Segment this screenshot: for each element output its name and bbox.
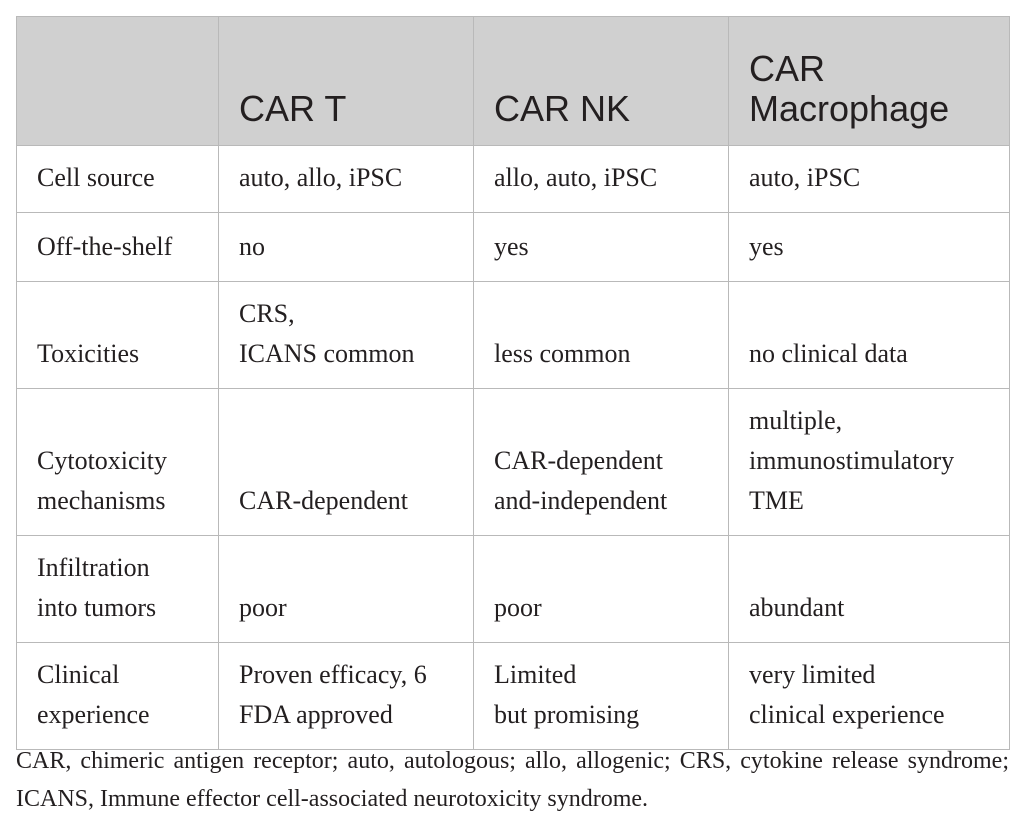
cell-car-macrophage-cytotoxicity-mechanisms: multiple, immunostimulatory TME xyxy=(729,389,1010,536)
cell-car-t-toxicities: CRS, ICANS common xyxy=(219,282,474,389)
table-row-cytotoxicity-mechanisms xyxy=(17,389,1010,536)
table-row-toxicities xyxy=(17,282,1010,389)
table-row-cell-source xyxy=(17,146,1010,213)
table-row-clinical-experience xyxy=(17,643,1010,750)
table-row-infiltration xyxy=(17,536,1010,643)
cell-car-nk-off-the-shelf: yes xyxy=(474,213,729,282)
cell-car-macrophage-toxicities: no clinical data xyxy=(729,282,1010,389)
header-row xyxy=(17,17,1010,146)
cell-car-nk-cell-source: allo, auto, iPSC xyxy=(474,146,729,213)
header-corner-cell xyxy=(17,17,219,146)
cell-car-macrophage-cell-source: auto, iPSC xyxy=(729,146,1010,213)
cell-car-nk-toxicities: less common xyxy=(474,282,729,389)
table-header xyxy=(17,17,1010,146)
row-label-off-the-shelf: Off-the-shelf xyxy=(17,213,219,282)
cell-car-nk-infiltration: poor xyxy=(474,536,729,643)
cell-car-t-infiltration: poor xyxy=(219,536,474,643)
cell-car-t-clinical-experience: Proven efficacy, 6 FDA approved xyxy=(219,643,474,750)
cell-car-macrophage-infiltration: abundant xyxy=(729,536,1010,643)
row-label-toxicities: Toxicities xyxy=(17,282,219,389)
cell-car-nk-cytotoxicity-mechanisms: CAR-dependent and-independent xyxy=(474,389,729,536)
header-car-macrophage: CAR Macrophage xyxy=(729,17,1010,146)
table-footnote: CAR, chimeric antigen receptor; auto, autologous; allo, allogenic; CRS, cytokine release syndrome; ICANS, Immune effector cell-associated neurotoxicity syndrome. xyxy=(16,748,1009,812)
header-car-nk: CAR NK xyxy=(474,17,729,146)
row-label-infiltration: Infiltration into tumors xyxy=(17,536,219,643)
cell-car-macrophage-off-the-shelf: yes xyxy=(729,213,1010,282)
cell-car-t-cell-source: auto, allo, iPSC xyxy=(219,146,474,213)
cell-car-nk-clinical-experience: Limited but promising xyxy=(474,643,729,750)
row-label-cytotoxicity-mechanisms: Cytotoxicity mechanisms xyxy=(17,389,219,536)
comparison-table-container xyxy=(16,16,1009,750)
cell-car-t-off-the-shelf: no xyxy=(219,213,474,282)
row-label-clinical-experience: Clinical experience xyxy=(17,643,219,750)
cell-car-t-cytotoxicity-mechanisms: CAR-dependent xyxy=(219,389,474,536)
table-row-off-the-shelf xyxy=(17,213,1010,282)
cell-car-macrophage-clinical-experience: very limited clinical experience xyxy=(729,643,1010,750)
table-body xyxy=(17,146,1010,750)
car-cell-comparison-table xyxy=(16,16,1010,750)
header-car-t: CAR T xyxy=(219,17,474,146)
row-label-cell-source: Cell source xyxy=(17,146,219,213)
